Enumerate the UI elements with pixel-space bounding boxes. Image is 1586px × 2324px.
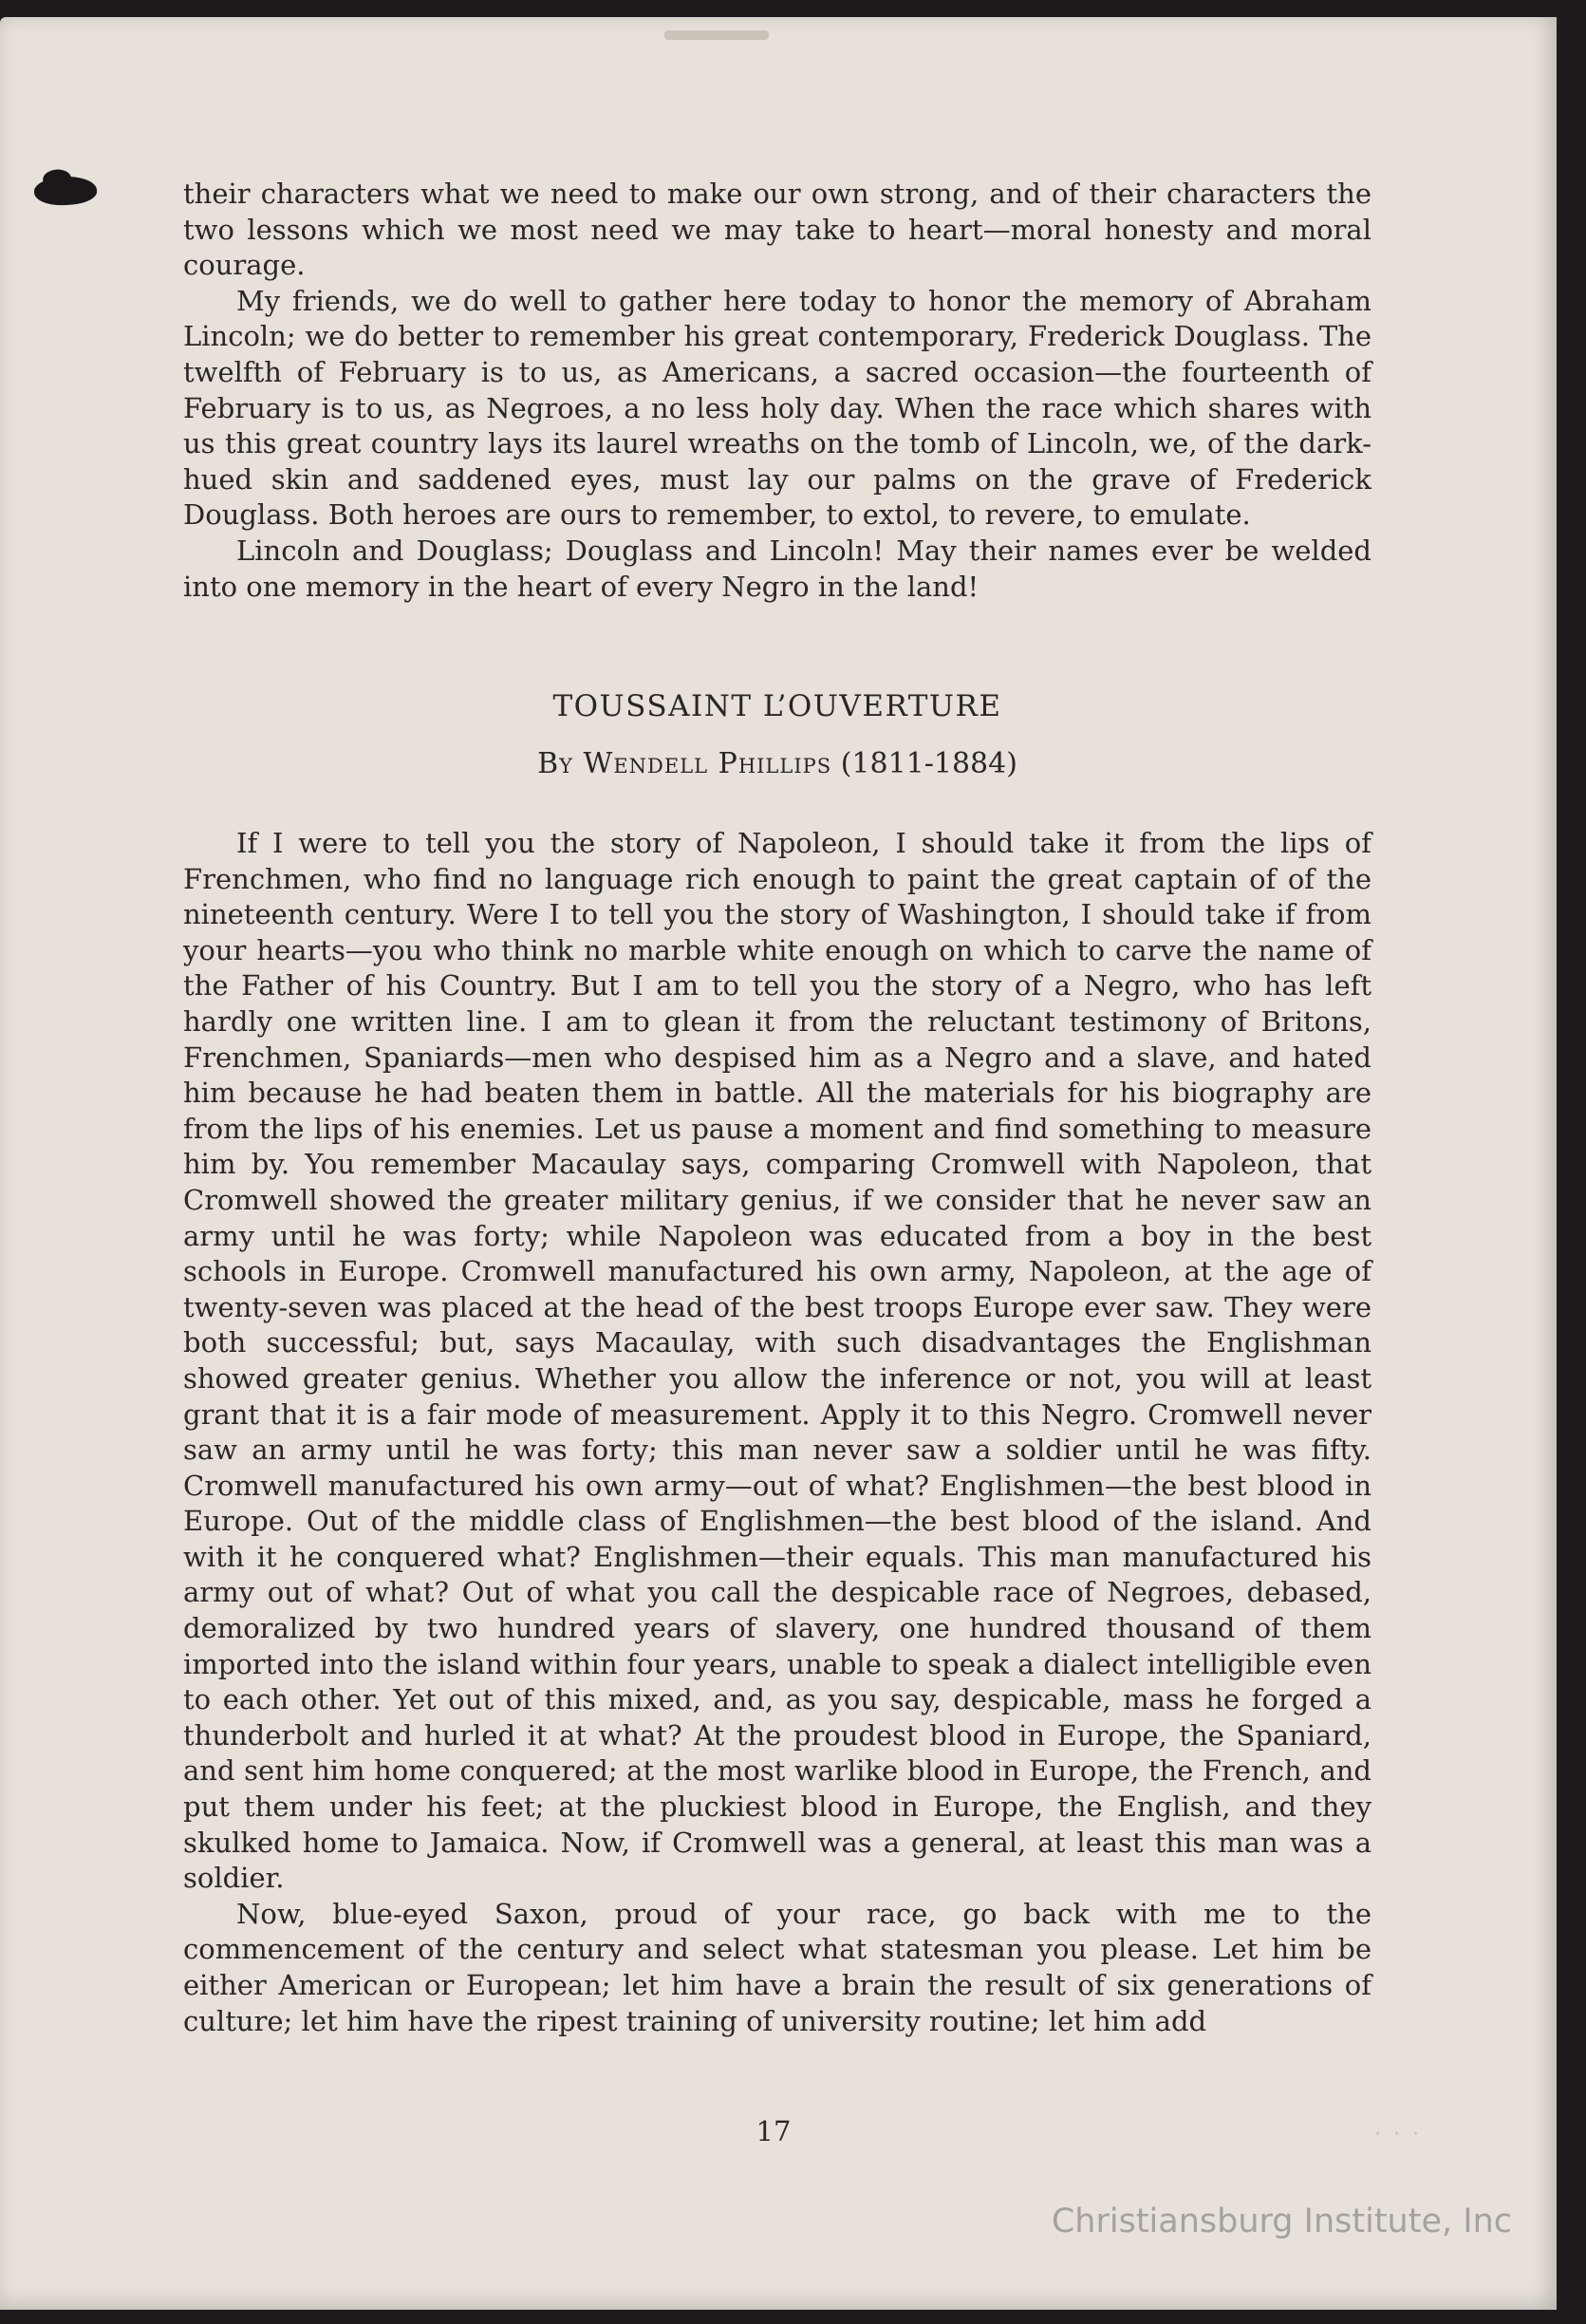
speech-text (183, 826, 1371, 2039)
paragraph-opening-2: My friends, we do well to gather here today to honor the memory of Abraham Lincoln; we do better to remember his great contemporary, Frederick Douglass. The twelfth of February is to us, as Americans, a sacred occasion—the fourteenth of February is to us, as Negroes, a no less holy day. When the race which shares with us this great country lays its laurel wreaths on the tomb of Lincoln, we, of the dark-hued skin and saddened eyes, must lay our palms on the grave of Frederick Douglass. Both heroes are ours to remember, to extol, to revere, to emulate. (183, 284, 1371, 532)
section-title: TOUSSAINT L’OUVERTURE (552, 689, 1002, 723)
opening-text (183, 177, 1371, 605)
byline-author: By Wendell Phillips (537, 747, 832, 780)
paragraph-opening-1: their characters what we need to make our own strong, and of their characters the two lessons which we most need we may take to heart—moral honesty and moral courage. (183, 178, 1371, 282)
paragraph-body-1: If I were to tell you the story of Napoleon, I should take it from the lips of Frenchmen, who find no language rich enough to paint the great captain of of the nineteenth century. Were I to tell you the story of Washington, I should take if from your hearts—you who think no marble white enough on which to carve the name of the Father of his Country. But I am to tell you the story of a Negro, who has left hardly one written line. I am to glean it from the reluctant testimony of Britons, Frenchmen, Spaniards—men who despised him as a Negro and a slave, and hated him because he had beaten them in battle. All the materials for his biography are from the lips of his enemies. Let us pause a moment and find something to measure him by. You remember Macaulay says, comparing Cromwell with Napoleon, that Cromwell showed the greater military genius, if we consider that he never saw an army until he was forty; while Napoleon was educated from a boy in the best schools in Europe. Cromwell manufactured his own army, Napoleon, at the age of twenty-seven was placed at the head of the best troops Europe ever saw. They were both successful; but, says Macaulay, with such disadvantages the Englishman showed greater genius. Whether you allow the inference or not, you will at least grant that it is a fair mode of measurement. Apply it to this Negro. Cromwell never saw an army until he was forty; this man never saw a soldier until he was fifty. Cromwell manufactured his own army—out of what? Englishmen—the best blood in Europe. Out of the middle class of Englishmen—the best blood of the island. And with it he conquered what? Englishmen—their equals. This man manufactured his army out of what? Out of what you call the despicable race of Negroes, debased, demoralized by two hundred years of slavery, one hundred thousand of them imported into the island within four years, unable to speak a dialect intelligible even to each other. Yet out of this mixed, and, as you say, despicable, mass he forged a thunderbolt and hurled it at what? At the proudest blood in Europe, the Spaniard, and sent him home conquered; at the most warlike blood in Europe, the French, and put them under his feet; at the pluckiest blood in Europe, the English, and they skulked home to Jamaica. Now, if Cromwell was a general, at least this man was a soldier. (183, 827, 1371, 1895)
author-byline (183, 747, 1371, 780)
page-number: 17 (756, 2115, 792, 2147)
paper-tear (664, 30, 769, 40)
watermark: Christiansburg Institute, Inc (1051, 2202, 1512, 2240)
ink-blot (33, 175, 98, 208)
pencil-mark: · · · (1374, 2123, 1422, 2146)
paragraph-body-2: Now, blue-eyed Saxon, proud of your race, go back with me to the commencement of the century and select what statesman you please. Let him be either American or European; let him have a brain the result of six generations of culture; let him have the ripest training of university routine; let him add (183, 1897, 1371, 2037)
byline-years: (1811-1884) (840, 747, 1017, 780)
paragraph-opening-3: Lincoln and Douglass; Douglass and Lincoln! May their names ever be welded into one memory in the heart of every Negro in the land! (183, 534, 1371, 603)
